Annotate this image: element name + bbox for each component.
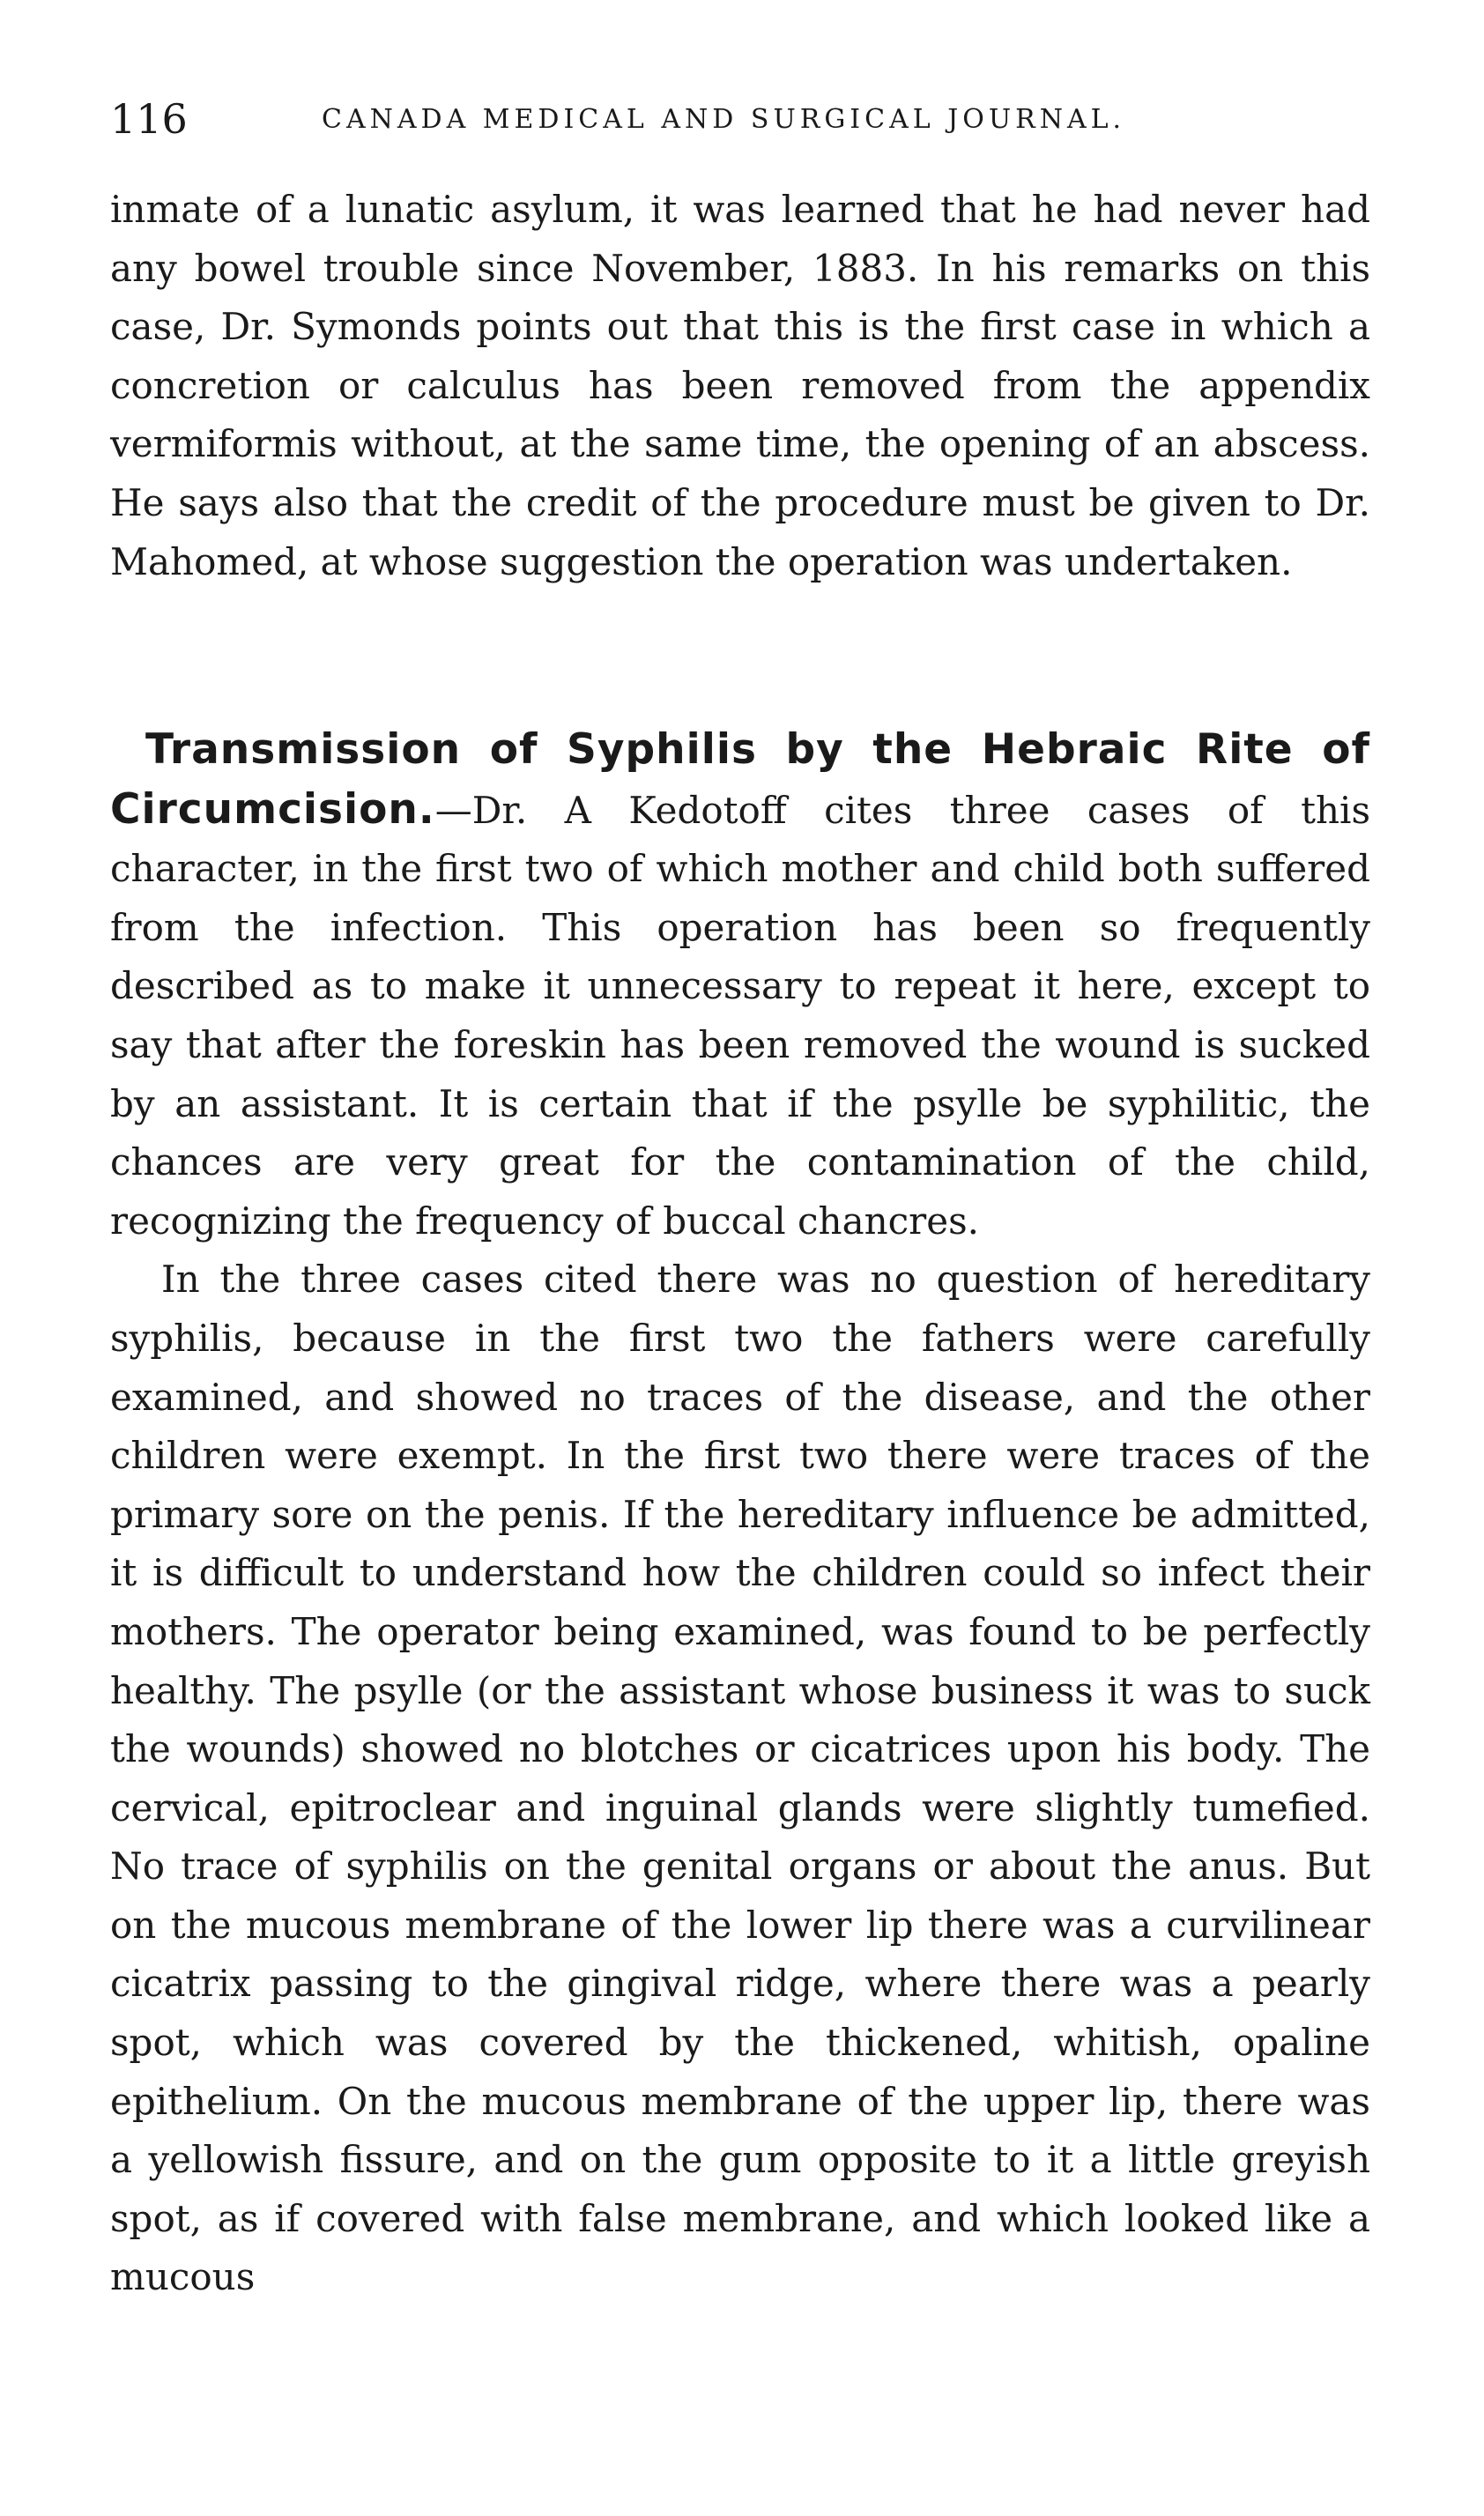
page-number: 116 [110,95,188,143]
journal-title: CANADA MEDICAL AND SURGICAL JOURNAL. [322,104,1126,135]
continued-text-block [110,181,1370,591]
article-first-paragraph [110,721,1370,1251]
running-head [110,93,1362,145]
article-section [110,721,1370,2307]
article-paragraph: In the three cases cited there was no question of hereditary syphilis, because in the first two the fathers were carefully examined, and showed no traces of the disease, and the other children were exempt. In the first two there were traces of the primary sore on the penis. If the hereditary influence be admitted, it is difficult to understand how the children could so infect their mothers. The operator being examined, was found to be perfectly healthy. The psylle (or the assistant whose business it was to suck the wounds) showed no blotches or cicatrices upon his body. The cervical, epitroclear and inguinal glands were slightly tumefied. No trace of syphilis on the genital organs or about the anus. But on the mucous membrane of the lower lip there was a curvilinear cicatrix passing to the gingival ridge, where there was a pearly spot, which was covered by the thickened, whitish, opaline epithelium. On the mucous membrane of the upper lip, there was a yellowish fissure, and on the gum opposite to it a little greyish spot, as if covered with false membrane, and which looked like a mucous [110,1258,1370,2299]
article-intro-text: —Dr. A Kedotoff cites three cases of this character, in the first two of which mother and child both suffered from the infection. This operation has been so frequently described as to make it unnecessary to repeat it here, except to say that after the foreskin has been removed the wound is sucked by an assistant. It is certain that if the psylle be syphilitic, the chances are very great for the contamination of the child, recognizing the frequency of buccal chancres. [110,788,1370,1243]
continued-paragraph: inmate of a lunatic asylum, it was learned that he had never had any bowel trouble since November, 1883. In his remarks on this case, Dr. Symonds points out that this is the first case in which a concretion or calculus has been removed from the appendix vermiformis without, at the same time, the opening of an abscess. He says also that the credit of the procedure must be given to Dr. Mahomed, at whose suggestion the operation was undertaken. [110,188,1370,583]
article-heading: Transmission of Syphilis by the Hebraic Rite of Circumcision. [110,725,1370,834]
